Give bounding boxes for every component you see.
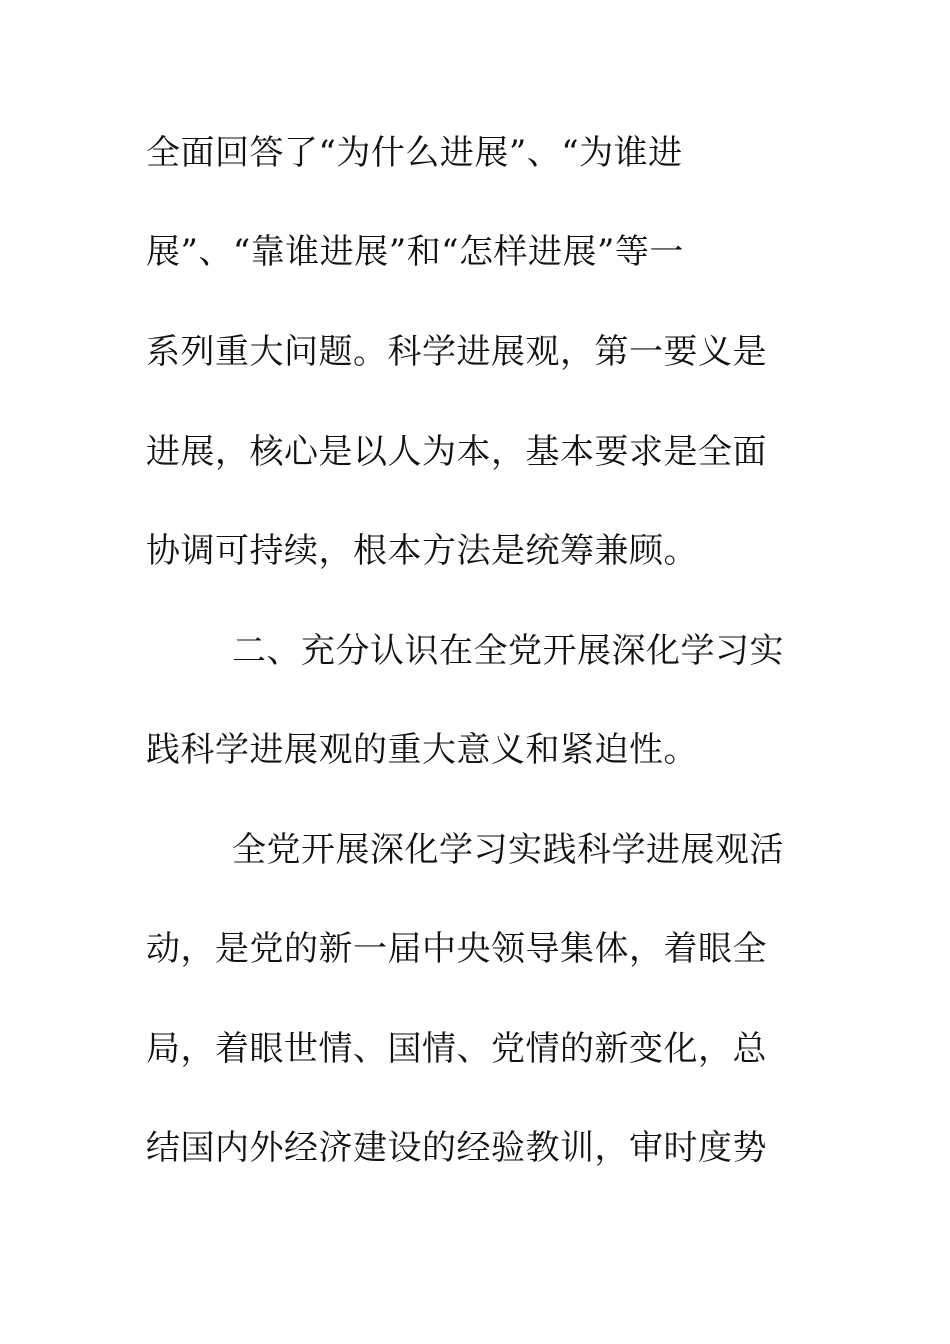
section-heading-line: 二、充分认识在全党开展深化学习实	[232, 631, 784, 671]
body-text-line: 全党开展深化学习实践科学进展观活	[232, 830, 784, 870]
body-text-line: 系列重大问题。科学进展观，第一要义是	[146, 332, 767, 372]
body-text-line: 全面回答了“为什么进展”、“为谁进	[146, 133, 683, 173]
section-heading-line: 践科学进展观的重大意义和紧迫性。	[146, 730, 698, 770]
body-text-line: 结国内外经济建设的经验教训，审时度势	[146, 1128, 767, 1168]
body-text-line: 局，着眼世情、国情、党情的新变化，总	[146, 1029, 767, 1069]
body-text-line: 进展，核心是以人为本，基本要求是全面	[146, 432, 767, 472]
body-text-line: 协调可持续，根本方法是统筹兼顾。	[146, 531, 698, 571]
body-text-line: 动，是党的新一届中央领导集体，着眼全	[146, 929, 767, 969]
body-text-line: 展”、“靠谁进展”和“怎样进展”等一	[146, 232, 684, 272]
